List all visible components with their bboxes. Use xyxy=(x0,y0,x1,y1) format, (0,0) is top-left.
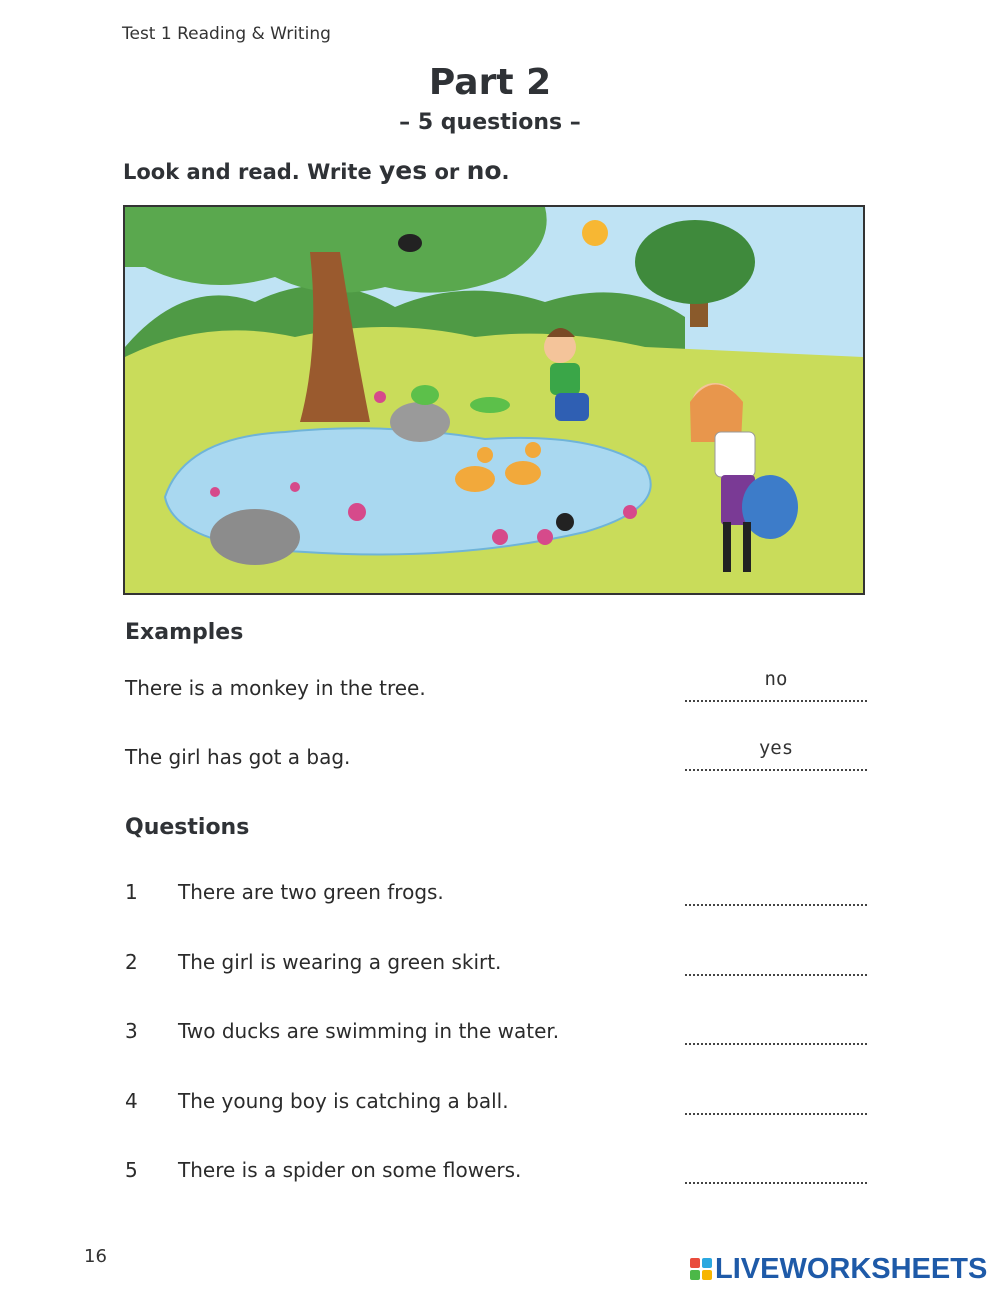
logo-tile xyxy=(690,1270,700,1280)
flower xyxy=(210,487,220,497)
logo-tile xyxy=(702,1258,712,1268)
flower xyxy=(348,503,366,521)
spider xyxy=(556,513,574,531)
rock-top xyxy=(390,402,450,442)
example-row xyxy=(125,737,870,781)
girl-shirt xyxy=(715,432,755,477)
instruction-or: or xyxy=(427,160,467,184)
flower xyxy=(290,482,300,492)
logo-tile xyxy=(702,1270,712,1280)
question-number: 4 xyxy=(125,1089,138,1113)
brand-name: LIVEWORKSHEETS xyxy=(715,1252,988,1285)
question-number: 2 xyxy=(125,950,138,974)
question-row xyxy=(125,880,870,916)
instruction xyxy=(123,156,510,185)
example-text: There is a monkey in the tree. xyxy=(125,676,426,700)
instruction-end: . xyxy=(501,160,510,184)
part-subtitle: – 5 questions – xyxy=(399,110,581,135)
question-row xyxy=(125,1019,870,1055)
example-row xyxy=(125,668,870,712)
flower xyxy=(374,391,386,403)
instruction-lead: Look and read. Write xyxy=(123,160,380,184)
right-tree-crown xyxy=(635,220,755,304)
duck-2-head xyxy=(525,442,541,458)
example-answer: yes xyxy=(758,737,794,759)
duck-1-head xyxy=(477,447,493,463)
example-text: The girl has got a bag. xyxy=(125,745,351,769)
girl-leg xyxy=(723,522,731,572)
question-text: Two ducks are swimming in the water. xyxy=(178,1019,560,1043)
boy-jeans xyxy=(555,393,589,421)
instruction-yes: yes xyxy=(379,156,428,185)
duck-1 xyxy=(455,466,495,492)
liveworksheets-logo-icon xyxy=(690,1258,712,1280)
logo-tile xyxy=(690,1258,700,1268)
bird xyxy=(398,234,422,252)
test-header: Test 1 Reading & Writing xyxy=(122,24,331,44)
question-number: 3 xyxy=(125,1019,138,1043)
rock-bottom xyxy=(210,509,300,565)
question-row xyxy=(125,1089,870,1125)
question-text: There is a spider on some flowers. xyxy=(178,1158,522,1182)
question-number: 5 xyxy=(125,1158,138,1182)
girl-leg xyxy=(743,522,751,572)
boy-shirt xyxy=(550,363,580,395)
liveworksheets-brand[interactable] xyxy=(690,1254,987,1284)
park-pond-scene xyxy=(125,207,863,593)
flower xyxy=(537,529,553,545)
question-number: 1 xyxy=(125,880,138,904)
questions-heading: Questions xyxy=(125,815,250,840)
part-title: Part 2 xyxy=(428,62,552,103)
page-number: 16 xyxy=(84,1246,107,1267)
frog-on-rock xyxy=(411,385,439,405)
answer-field[interactable] xyxy=(685,890,867,906)
flower xyxy=(623,505,637,519)
flower xyxy=(492,529,508,545)
example-answer: no xyxy=(764,668,788,690)
instruction-no: no xyxy=(466,156,502,185)
question-text: The young boy is catching a ball. xyxy=(178,1089,509,1113)
answer-field[interactable] xyxy=(685,1099,867,1115)
question-row xyxy=(125,1158,870,1194)
question-row xyxy=(125,950,870,986)
frog-jumping xyxy=(470,397,510,413)
answer-field[interactable] xyxy=(685,1029,867,1045)
question-text: There are two green frogs. xyxy=(178,880,444,904)
question-text: The girl is wearing a green skirt. xyxy=(178,950,502,974)
examples-heading: Examples xyxy=(125,620,244,645)
scene-illustration xyxy=(123,205,865,595)
duck-2 xyxy=(505,461,541,485)
sun xyxy=(582,220,608,246)
answer-field[interactable] xyxy=(685,1168,867,1184)
answer-field[interactable] xyxy=(685,960,867,976)
